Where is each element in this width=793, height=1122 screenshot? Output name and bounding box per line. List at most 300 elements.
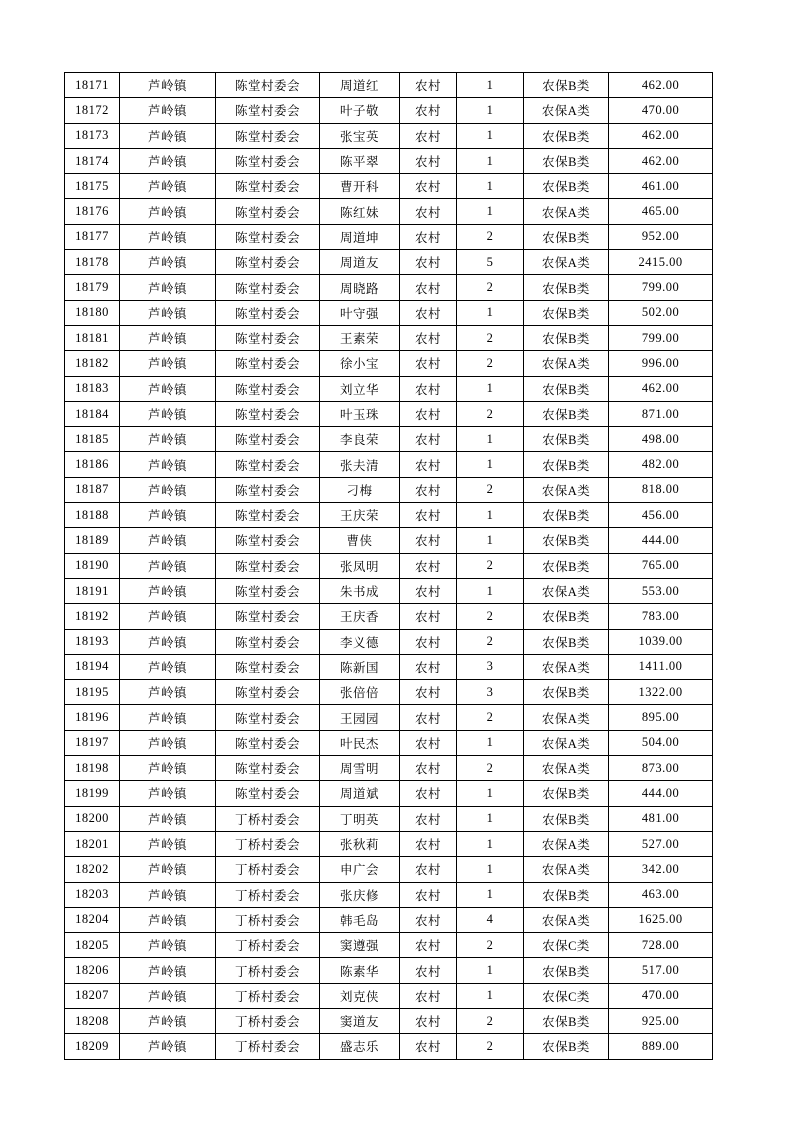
cell-person-count: 1 (457, 806, 524, 831)
cell-town: 芦岭镇 (120, 907, 216, 932)
cell-person-count: 1 (457, 427, 524, 452)
cell-town: 芦岭镇 (120, 503, 216, 528)
cell-id: 18198 (65, 756, 120, 781)
cell-person-name: 叶玉珠 (320, 401, 400, 426)
cell-person-count: 2 (457, 629, 524, 654)
payment-table-body (65, 73, 713, 1060)
cell-insurance-category: 农保B类 (524, 73, 609, 98)
table-row (65, 224, 713, 249)
cell-village-committee: 陈堂村委会 (216, 351, 320, 376)
cell-insurance-category: 农保B类 (524, 452, 609, 477)
cell-amount: 871.00 (609, 401, 713, 426)
table-row (65, 427, 713, 452)
cell-household-type: 农村 (400, 528, 457, 553)
cell-insurance-category: 农保B类 (524, 401, 609, 426)
cell-insurance-category: 农保B类 (524, 958, 609, 983)
cell-town: 芦岭镇 (120, 250, 216, 275)
cell-id: 18178 (65, 250, 120, 275)
cell-village-committee: 丁桥村委会 (216, 958, 320, 983)
cell-town: 芦岭镇 (120, 831, 216, 856)
table-row (65, 604, 713, 629)
cell-village-committee: 陈堂村委会 (216, 528, 320, 553)
cell-person-count: 4 (457, 907, 524, 932)
cell-household-type: 农村 (400, 730, 457, 755)
table-row (65, 958, 713, 983)
cell-person-name: 叶民杰 (320, 730, 400, 755)
cell-id: 18190 (65, 553, 120, 578)
cell-village-committee: 陈堂村委会 (216, 73, 320, 98)
cell-village-committee: 丁桥村委会 (216, 933, 320, 958)
cell-household-type: 农村 (400, 224, 457, 249)
cell-id: 18179 (65, 275, 120, 300)
cell-insurance-category: 农保A类 (524, 351, 609, 376)
cell-person-name: 张秋莉 (320, 831, 400, 856)
table-row (65, 123, 713, 148)
cell-insurance-category: 农保B类 (524, 503, 609, 528)
cell-person-name: 刁梅 (320, 477, 400, 502)
cell-id: 18201 (65, 831, 120, 856)
cell-village-committee: 陈堂村委会 (216, 680, 320, 705)
cell-village-committee: 陈堂村委会 (216, 224, 320, 249)
cell-household-type: 农村 (400, 427, 457, 452)
cell-household-type: 农村 (400, 250, 457, 275)
table-row (65, 629, 713, 654)
cell-person-name: 王庆荣 (320, 503, 400, 528)
cell-amount: 482.00 (609, 452, 713, 477)
cell-amount: 765.00 (609, 553, 713, 578)
cell-town: 芦岭镇 (120, 604, 216, 629)
cell-person-name: 盛志乐 (320, 1034, 400, 1059)
table-row (65, 325, 713, 350)
cell-village-committee: 丁桥村委会 (216, 857, 320, 882)
cell-person-name: 周道斌 (320, 781, 400, 806)
cell-id: 18175 (65, 174, 120, 199)
cell-amount: 462.00 (609, 123, 713, 148)
cell-person-count: 2 (457, 401, 524, 426)
cell-person-name: 王园园 (320, 705, 400, 730)
table-row (65, 553, 713, 578)
cell-person-count: 2 (457, 604, 524, 629)
cell-household-type: 农村 (400, 604, 457, 629)
cell-amount: 527.00 (609, 831, 713, 856)
cell-person-name: 王素荣 (320, 325, 400, 350)
cell-id: 18202 (65, 857, 120, 882)
cell-village-committee: 陈堂村委会 (216, 427, 320, 452)
cell-household-type: 农村 (400, 680, 457, 705)
cell-id: 18206 (65, 958, 120, 983)
cell-amount: 925.00 (609, 1008, 713, 1033)
cell-person-count: 2 (457, 325, 524, 350)
cell-village-committee: 丁桥村委会 (216, 831, 320, 856)
table-row (65, 578, 713, 603)
cell-id: 18186 (65, 452, 120, 477)
cell-person-name: 朱书成 (320, 578, 400, 603)
cell-person-name: 周雪明 (320, 756, 400, 781)
cell-person-name: 刘立华 (320, 376, 400, 401)
cell-amount: 2415.00 (609, 250, 713, 275)
cell-village-committee: 陈堂村委会 (216, 199, 320, 224)
cell-town: 芦岭镇 (120, 882, 216, 907)
cell-household-type: 农村 (400, 553, 457, 578)
cell-household-type: 农村 (400, 325, 457, 350)
table-row (65, 98, 713, 123)
cell-village-committee: 丁桥村委会 (216, 1034, 320, 1059)
cell-person-name: 申广会 (320, 857, 400, 882)
cell-town: 芦岭镇 (120, 427, 216, 452)
cell-village-committee: 陈堂村委会 (216, 503, 320, 528)
cell-person-count: 5 (457, 250, 524, 275)
table-row (65, 148, 713, 173)
cell-person-count: 2 (457, 1008, 524, 1033)
cell-person-count: 1 (457, 831, 524, 856)
cell-insurance-category: 农保B类 (524, 781, 609, 806)
cell-village-committee: 陈堂村委会 (216, 98, 320, 123)
table-row (65, 806, 713, 831)
cell-household-type: 农村 (400, 98, 457, 123)
cell-town: 芦岭镇 (120, 199, 216, 224)
cell-household-type: 农村 (400, 351, 457, 376)
cell-amount: 799.00 (609, 275, 713, 300)
cell-id: 18174 (65, 148, 120, 173)
cell-amount: 461.00 (609, 174, 713, 199)
cell-person-count: 1 (457, 300, 524, 325)
cell-town: 芦岭镇 (120, 148, 216, 173)
cell-person-name: 李义德 (320, 629, 400, 654)
cell-insurance-category: 农保B类 (524, 376, 609, 401)
cell-village-committee: 陈堂村委会 (216, 553, 320, 578)
cell-amount: 728.00 (609, 933, 713, 958)
cell-id: 18189 (65, 528, 120, 553)
cell-person-name: 陈新国 (320, 654, 400, 679)
cell-household-type: 农村 (400, 882, 457, 907)
table-row (65, 907, 713, 932)
cell-amount: 456.00 (609, 503, 713, 528)
cell-village-committee: 陈堂村委会 (216, 275, 320, 300)
cell-town: 芦岭镇 (120, 553, 216, 578)
cell-person-name: 张庆修 (320, 882, 400, 907)
cell-amount: 1411.00 (609, 654, 713, 679)
cell-id: 18193 (65, 629, 120, 654)
cell-village-committee: 丁桥村委会 (216, 983, 320, 1008)
table-row (65, 1008, 713, 1033)
cell-id: 18195 (65, 680, 120, 705)
cell-insurance-category: 农保A类 (524, 477, 609, 502)
cell-village-committee: 陈堂村委会 (216, 654, 320, 679)
cell-village-committee: 丁桥村委会 (216, 907, 320, 932)
cell-person-name: 周道坤 (320, 224, 400, 249)
cell-person-count: 1 (457, 199, 524, 224)
cell-household-type: 农村 (400, 806, 457, 831)
cell-village-committee: 陈堂村委会 (216, 781, 320, 806)
cell-household-type: 农村 (400, 199, 457, 224)
cell-town: 芦岭镇 (120, 351, 216, 376)
table-row (65, 1034, 713, 1059)
cell-id: 18182 (65, 351, 120, 376)
cell-person-name: 陈素华 (320, 958, 400, 983)
cell-village-committee: 陈堂村委会 (216, 705, 320, 730)
cell-household-type: 农村 (400, 174, 457, 199)
cell-household-type: 农村 (400, 275, 457, 300)
payment-table (64, 72, 713, 1060)
cell-id: 18184 (65, 401, 120, 426)
cell-household-type: 农村 (400, 578, 457, 603)
cell-household-type: 农村 (400, 376, 457, 401)
cell-person-count: 2 (457, 224, 524, 249)
cell-person-name: 窦道友 (320, 1008, 400, 1033)
cell-person-name: 李良荣 (320, 427, 400, 452)
cell-person-name: 曹侠 (320, 528, 400, 553)
cell-town: 芦岭镇 (120, 730, 216, 755)
cell-amount: 462.00 (609, 148, 713, 173)
cell-person-name: 徐小宝 (320, 351, 400, 376)
cell-person-count: 1 (457, 503, 524, 528)
cell-person-count: 1 (457, 578, 524, 603)
cell-insurance-category: 农保C类 (524, 983, 609, 1008)
cell-household-type: 农村 (400, 933, 457, 958)
cell-village-committee: 陈堂村委会 (216, 756, 320, 781)
cell-amount: 996.00 (609, 351, 713, 376)
cell-household-type: 农村 (400, 831, 457, 856)
cell-town: 芦岭镇 (120, 300, 216, 325)
cell-village-committee: 陈堂村委会 (216, 578, 320, 603)
cell-insurance-category: 农保A类 (524, 199, 609, 224)
cell-person-count: 1 (457, 857, 524, 882)
cell-person-count: 3 (457, 654, 524, 679)
cell-village-committee: 陈堂村委会 (216, 250, 320, 275)
cell-person-count: 1 (457, 452, 524, 477)
cell-id: 18185 (65, 427, 120, 452)
cell-village-committee: 陈堂村委会 (216, 629, 320, 654)
table-row (65, 376, 713, 401)
cell-amount: 889.00 (609, 1034, 713, 1059)
table-row (65, 730, 713, 755)
cell-person-count: 1 (457, 98, 524, 123)
cell-town: 芦岭镇 (120, 629, 216, 654)
cell-person-count: 2 (457, 705, 524, 730)
cell-household-type: 农村 (400, 477, 457, 502)
cell-id: 18194 (65, 654, 120, 679)
cell-insurance-category: 农保B类 (524, 806, 609, 831)
table-row (65, 351, 713, 376)
cell-amount: 504.00 (609, 730, 713, 755)
cell-amount: 463.00 (609, 882, 713, 907)
cell-town: 芦岭镇 (120, 528, 216, 553)
cell-insurance-category: 农保A类 (524, 857, 609, 882)
cell-household-type: 农村 (400, 1008, 457, 1033)
cell-amount: 799.00 (609, 325, 713, 350)
cell-person-count: 1 (457, 73, 524, 98)
table-row (65, 831, 713, 856)
cell-person-count: 2 (457, 275, 524, 300)
cell-amount: 462.00 (609, 376, 713, 401)
cell-person-name: 周晓路 (320, 275, 400, 300)
cell-household-type: 农村 (400, 123, 457, 148)
cell-insurance-category: 农保B类 (524, 528, 609, 553)
cell-person-count: 1 (457, 730, 524, 755)
cell-amount: 462.00 (609, 73, 713, 98)
cell-village-committee: 陈堂村委会 (216, 477, 320, 502)
cell-amount: 783.00 (609, 604, 713, 629)
cell-insurance-category: 农保B类 (524, 604, 609, 629)
cell-town: 芦岭镇 (120, 98, 216, 123)
cell-person-count: 2 (457, 351, 524, 376)
cell-id: 18196 (65, 705, 120, 730)
cell-id: 18199 (65, 781, 120, 806)
cell-id: 18181 (65, 325, 120, 350)
cell-id: 18205 (65, 933, 120, 958)
cell-person-count: 3 (457, 680, 524, 705)
cell-household-type: 农村 (400, 654, 457, 679)
table-row (65, 250, 713, 275)
cell-person-name: 张宝英 (320, 123, 400, 148)
cell-insurance-category: 农保B类 (524, 1008, 609, 1033)
cell-household-type: 农村 (400, 756, 457, 781)
cell-id: 18200 (65, 806, 120, 831)
cell-town: 芦岭镇 (120, 806, 216, 831)
cell-person-count: 1 (457, 781, 524, 806)
cell-town: 芦岭镇 (120, 401, 216, 426)
table-row (65, 882, 713, 907)
cell-village-committee: 陈堂村委会 (216, 174, 320, 199)
cell-id: 18191 (65, 578, 120, 603)
cell-village-committee: 陈堂村委会 (216, 300, 320, 325)
cell-village-committee: 陈堂村委会 (216, 148, 320, 173)
cell-household-type: 农村 (400, 503, 457, 528)
cell-insurance-category: 农保B类 (524, 553, 609, 578)
cell-household-type: 农村 (400, 73, 457, 98)
cell-amount: 1322.00 (609, 680, 713, 705)
cell-insurance-category: 农保A类 (524, 730, 609, 755)
cell-amount: 498.00 (609, 427, 713, 452)
cell-insurance-category: 农保A类 (524, 578, 609, 603)
cell-person-count: 2 (457, 933, 524, 958)
cell-id: 18176 (65, 199, 120, 224)
cell-id: 18172 (65, 98, 120, 123)
cell-village-committee: 丁桥村委会 (216, 1008, 320, 1033)
cell-person-count: 1 (457, 376, 524, 401)
cell-household-type: 农村 (400, 629, 457, 654)
cell-insurance-category: 农保B类 (524, 224, 609, 249)
cell-person-count: 2 (457, 553, 524, 578)
cell-amount: 517.00 (609, 958, 713, 983)
cell-insurance-category: 农保A类 (524, 250, 609, 275)
cell-amount: 481.00 (609, 806, 713, 831)
cell-person-name: 陈平翠 (320, 148, 400, 173)
cell-town: 芦岭镇 (120, 781, 216, 806)
table-row (65, 983, 713, 1008)
cell-person-name: 窦遵强 (320, 933, 400, 958)
cell-household-type: 农村 (400, 401, 457, 426)
cell-town: 芦岭镇 (120, 705, 216, 730)
cell-village-committee: 丁桥村委会 (216, 806, 320, 831)
cell-insurance-category: 农保B类 (524, 680, 609, 705)
cell-id: 18208 (65, 1008, 120, 1033)
cell-person-name: 韩毛岛 (320, 907, 400, 932)
cell-town: 芦岭镇 (120, 958, 216, 983)
cell-amount: 873.00 (609, 756, 713, 781)
cell-town: 芦岭镇 (120, 654, 216, 679)
cell-insurance-category: 农保B类 (524, 427, 609, 452)
cell-person-count: 1 (457, 174, 524, 199)
cell-insurance-category: 农保B类 (524, 174, 609, 199)
cell-town: 芦岭镇 (120, 578, 216, 603)
table-row (65, 174, 713, 199)
cell-person-name: 叶子敬 (320, 98, 400, 123)
cell-person-name: 刘克侠 (320, 983, 400, 1008)
cell-person-name: 周道红 (320, 73, 400, 98)
cell-id: 18207 (65, 983, 120, 1008)
cell-insurance-category: 农保C类 (524, 933, 609, 958)
table-row (65, 933, 713, 958)
cell-household-type: 农村 (400, 907, 457, 932)
cell-household-type: 农村 (400, 300, 457, 325)
cell-person-count: 1 (457, 123, 524, 148)
table-row (65, 452, 713, 477)
cell-person-count: 2 (457, 756, 524, 781)
table-row (65, 503, 713, 528)
cell-insurance-category: 农保A类 (524, 654, 609, 679)
cell-village-committee: 丁桥村委会 (216, 882, 320, 907)
cell-household-type: 农村 (400, 781, 457, 806)
cell-town: 芦岭镇 (120, 933, 216, 958)
cell-person-count: 1 (457, 148, 524, 173)
cell-amount: 895.00 (609, 705, 713, 730)
cell-village-committee: 陈堂村委会 (216, 730, 320, 755)
cell-amount: 1039.00 (609, 629, 713, 654)
table-row (65, 680, 713, 705)
cell-town: 芦岭镇 (120, 857, 216, 882)
table-row (65, 199, 713, 224)
cell-insurance-category: 农保A类 (524, 98, 609, 123)
table-row (65, 300, 713, 325)
cell-insurance-category: 农保B类 (524, 123, 609, 148)
cell-insurance-category: 农保B类 (524, 148, 609, 173)
table-row (65, 705, 713, 730)
cell-person-count: 1 (457, 882, 524, 907)
cell-id: 18188 (65, 503, 120, 528)
cell-household-type: 农村 (400, 705, 457, 730)
cell-insurance-category: 农保A类 (524, 831, 609, 856)
cell-id: 18197 (65, 730, 120, 755)
cell-amount: 342.00 (609, 857, 713, 882)
cell-id: 18187 (65, 477, 120, 502)
cell-household-type: 农村 (400, 148, 457, 173)
cell-insurance-category: 农保B类 (524, 275, 609, 300)
cell-household-type: 农村 (400, 452, 457, 477)
cell-id: 18180 (65, 300, 120, 325)
cell-town: 芦岭镇 (120, 224, 216, 249)
cell-person-name: 叶守强 (320, 300, 400, 325)
cell-id: 18209 (65, 1034, 120, 1059)
cell-person-name: 王庆香 (320, 604, 400, 629)
cell-village-committee: 陈堂村委会 (216, 123, 320, 148)
cell-village-committee: 陈堂村委会 (216, 376, 320, 401)
cell-amount: 444.00 (609, 528, 713, 553)
cell-amount: 502.00 (609, 300, 713, 325)
cell-town: 芦岭镇 (120, 1008, 216, 1033)
cell-town: 芦岭镇 (120, 983, 216, 1008)
cell-person-name: 周道友 (320, 250, 400, 275)
cell-household-type: 农村 (400, 983, 457, 1008)
cell-amount: 465.00 (609, 199, 713, 224)
cell-town: 芦岭镇 (120, 73, 216, 98)
cell-town: 芦岭镇 (120, 275, 216, 300)
table-row (65, 401, 713, 426)
cell-town: 芦岭镇 (120, 325, 216, 350)
cell-insurance-category: 农保B类 (524, 300, 609, 325)
cell-person-name: 张凤明 (320, 553, 400, 578)
cell-amount: 952.00 (609, 224, 713, 249)
